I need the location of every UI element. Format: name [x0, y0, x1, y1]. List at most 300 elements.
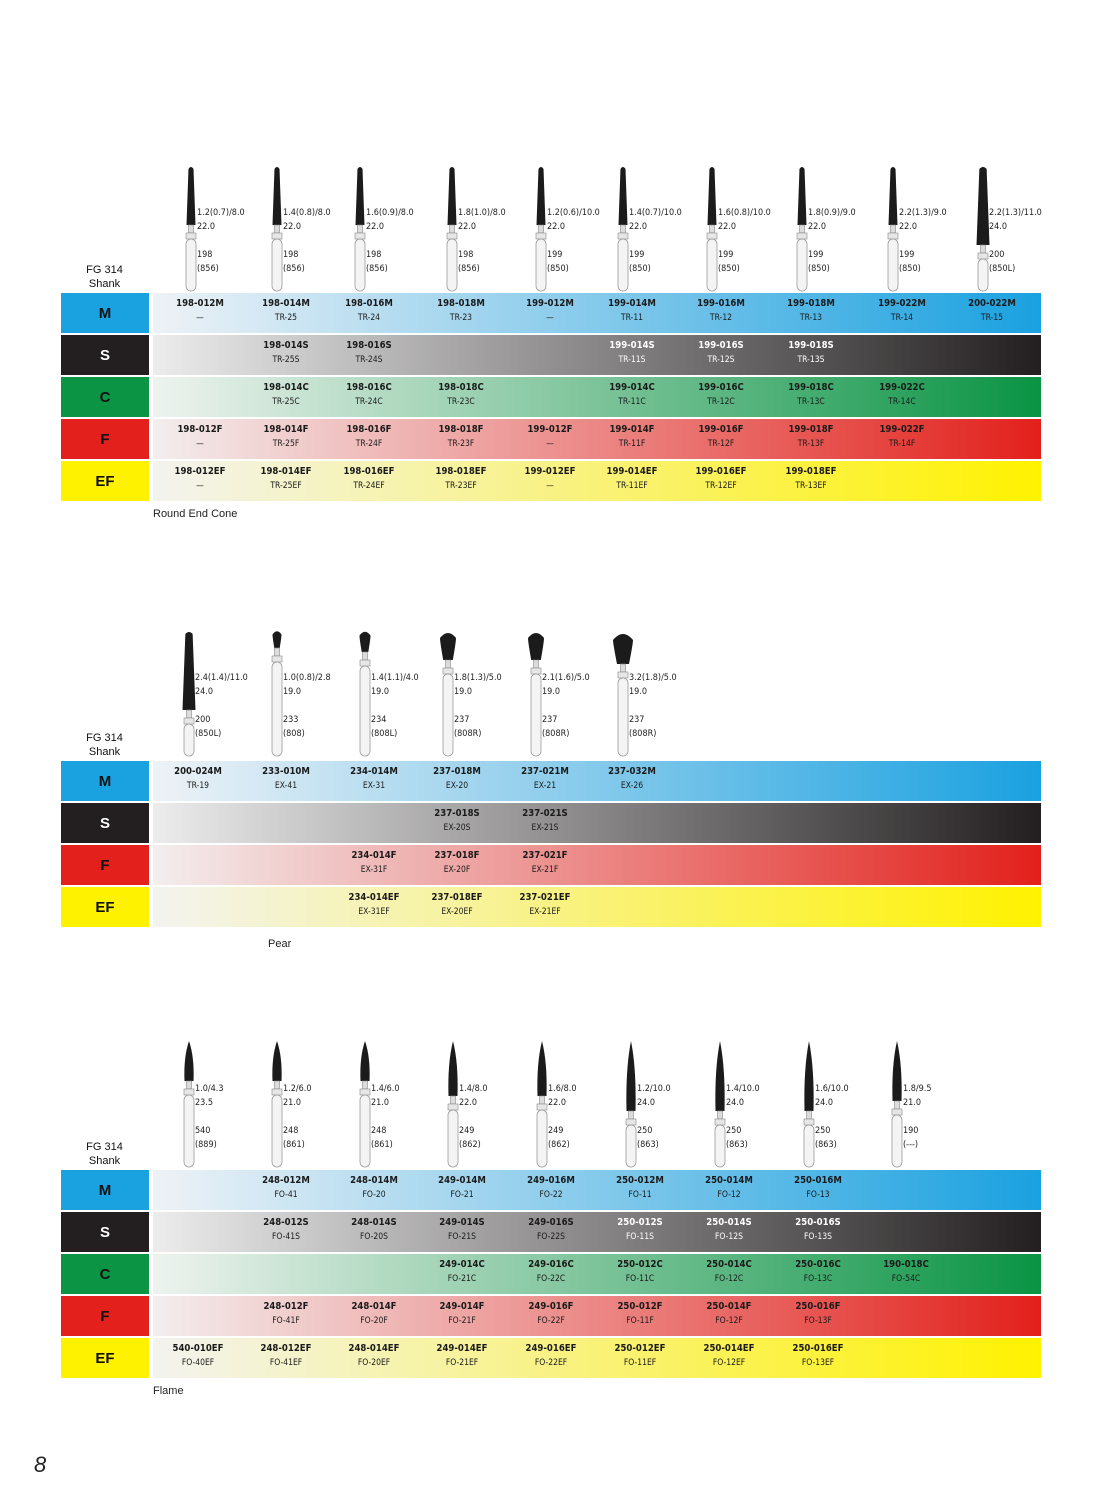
product-code: 249-016S — [528, 1217, 574, 1228]
product-code: 237-021M — [521, 766, 569, 777]
bur-spec — [283, 671, 331, 741]
bur-iso: (856) — [283, 264, 305, 274]
product-cell — [417, 807, 497, 835]
bur-iso: (850L) — [195, 729, 222, 739]
grit-gradient — [153, 803, 1041, 843]
product-cell — [778, 1216, 858, 1244]
bur-iso: (850) — [547, 264, 569, 274]
product-cell — [511, 1216, 591, 1244]
product-cell — [160, 465, 240, 493]
bur-iso: (850) — [718, 264, 740, 274]
bur-iso: (850) — [899, 264, 921, 274]
alt-code: FO-22 — [539, 1190, 563, 1200]
product-code: 198-014C — [263, 382, 309, 393]
bur-spec — [903, 1082, 931, 1152]
grit-row-ef — [61, 1338, 1041, 1378]
shank-label: FG 314 Shank — [86, 264, 123, 290]
bur-fig: 250 — [726, 1126, 742, 1136]
product-cell — [422, 1174, 502, 1202]
alt-code: EX-26 — [620, 781, 644, 791]
product-cell — [329, 423, 409, 451]
bur-iso: (863) — [815, 1140, 837, 1150]
bur-fig: 250 — [637, 1126, 653, 1136]
grit-label: S — [61, 335, 149, 375]
bur-len: 22.0 — [366, 222, 385, 232]
product-code: 250-014S — [706, 1217, 752, 1228]
bur-iso: (808R) — [542, 729, 570, 739]
bur-spec — [899, 206, 947, 276]
bur-iso: (850) — [629, 264, 651, 274]
product-cell — [422, 1300, 502, 1328]
bur-spec — [542, 671, 590, 741]
product-cell — [505, 765, 585, 793]
grit-row-ef — [61, 461, 1041, 501]
bur-fig: 249 — [459, 1126, 475, 1136]
product-code: 199-016C — [698, 382, 744, 393]
grit-label: M — [61, 1170, 149, 1210]
bur-spec — [808, 206, 856, 276]
bur-spec: 1.8(1.0)/8.0 — [458, 208, 506, 218]
bur-spec: 1.4(1.1)/4.0 — [371, 673, 419, 683]
bur-spec: 1.6(0.9)/8.0 — [366, 208, 414, 218]
bur-fig: 249 — [548, 1126, 564, 1136]
product-cell — [689, 1258, 769, 1286]
bur-iso: (808R) — [629, 729, 657, 739]
bur-spec: 1.0/4.3 — [195, 1084, 224, 1094]
grit-label: F — [61, 419, 149, 459]
alt-code: TR-11 — [620, 313, 644, 323]
alt-code: EX-21 — [533, 781, 557, 791]
product-code: 198-012EF — [174, 466, 226, 477]
product-cell — [334, 891, 414, 919]
bur-fig: 200 — [195, 715, 211, 725]
product-code: 250-016F — [795, 1301, 841, 1312]
alt-code: FO-13C — [803, 1274, 833, 1284]
bur-spec: 1.8(1.3)/5.0 — [454, 673, 502, 683]
bur-len: 19.0 — [629, 687, 648, 697]
product-cell — [246, 1174, 326, 1202]
product-cell — [246, 423, 326, 451]
product-cell — [681, 423, 761, 451]
bur-spec: 1.6/10.0 — [815, 1084, 849, 1094]
grit-row-c — [61, 1254, 1041, 1294]
bur-spec — [197, 206, 245, 276]
bur-spec — [718, 206, 771, 276]
product-cell — [778, 1174, 858, 1202]
product-cell — [158, 1342, 238, 1370]
product-code: 198-016F — [346, 424, 392, 435]
product-cell — [862, 423, 942, 451]
alt-code: TR-11F — [618, 439, 646, 449]
bur-fig: 199 — [899, 250, 915, 260]
product-code: 250-014EF — [703, 1343, 755, 1354]
product-code: 250-014F — [706, 1301, 752, 1312]
alt-code: FO-12C — [714, 1274, 744, 1284]
alt-code: FO-20EF — [357, 1358, 391, 1368]
alt-code: FO-41S — [272, 1232, 300, 1242]
product-cell — [600, 1258, 680, 1286]
bur-len: 22.0 — [197, 222, 216, 232]
alt-code: FO-11 — [628, 1190, 652, 1200]
grit-row-m — [61, 761, 1041, 801]
product-code: 248-012M — [262, 1175, 310, 1186]
alt-code: TR-13 — [799, 313, 823, 323]
product-code: 248-014EF — [348, 1343, 400, 1354]
bur-spec: 2.4(1.4)/11.0 — [195, 673, 248, 683]
product-cell — [329, 339, 409, 367]
bur-spec: 1.8(0.9)/9.0 — [808, 208, 856, 218]
product-cell — [771, 381, 851, 409]
product-code: 250-016C — [795, 1259, 841, 1270]
product-cell — [334, 1300, 414, 1328]
product-code: 248-014S — [351, 1217, 397, 1228]
bur-spec: 1.4/10.0 — [726, 1084, 760, 1094]
product-code: 237-021F — [522, 850, 568, 861]
bur-len: 22.0 — [808, 222, 827, 232]
alt-code: EX-21F — [531, 865, 559, 875]
grit-label: S — [61, 1212, 149, 1252]
product-code: 199-012M — [526, 298, 574, 309]
product-code: 199-014EF — [606, 466, 658, 477]
alt-code: TR-11S — [618, 355, 646, 365]
bur-spec — [629, 206, 682, 276]
product-cell — [329, 465, 409, 493]
alt-code: TR-12C — [707, 397, 735, 407]
bur-iso: (856) — [366, 264, 388, 274]
shank-label: FG 314 Shank — [86, 1141, 123, 1167]
bur-spec — [637, 1082, 671, 1152]
alt-code: FO-21 — [450, 1190, 474, 1200]
bur-iso: (808) — [283, 729, 305, 739]
bur-spec — [371, 1082, 399, 1152]
bur-spec: 3.2(1.8)/5.0 — [629, 673, 677, 683]
alt-code: FO-21C — [447, 1274, 477, 1284]
alt-code: EX-31EF — [358, 907, 390, 917]
product-code: 200-024M — [174, 766, 222, 777]
product-cell — [592, 423, 672, 451]
product-cell — [417, 765, 497, 793]
product-code: 198-016EF — [343, 466, 395, 477]
alt-code: TR-12S — [707, 355, 735, 365]
bur-spec: 1.8/9.5 — [903, 1084, 932, 1094]
product-cell — [511, 1258, 591, 1286]
product-cell — [600, 1300, 680, 1328]
product-cell — [334, 1174, 414, 1202]
alt-code: TR-25C — [272, 397, 300, 407]
bur-spec — [459, 1082, 487, 1152]
bur-spec: 1.6/8.0 — [548, 1084, 577, 1094]
bur-spec: 1.4/8.0 — [459, 1084, 488, 1094]
grit-label: F — [61, 845, 149, 885]
bur-iso: (856) — [197, 264, 219, 274]
bur-iso: (889) — [195, 1140, 217, 1150]
product-code: 250-016M — [794, 1175, 842, 1186]
product-code: 248-014M — [350, 1175, 398, 1186]
bur-fig: 250 — [815, 1126, 831, 1136]
grit-row-c — [61, 377, 1041, 417]
alt-code: FO-12 — [717, 1190, 741, 1200]
product-code: 199-016EF — [695, 466, 747, 477]
grit-row-s — [61, 1212, 1041, 1252]
product-code: 250-014C — [706, 1259, 752, 1270]
product-cell — [600, 1342, 680, 1370]
bur-spec — [629, 671, 677, 741]
product-cell — [689, 1174, 769, 1202]
product-cell — [771, 423, 851, 451]
alt-code: FO-20F — [360, 1316, 388, 1326]
alt-code: FO-13S — [804, 1232, 832, 1242]
alt-code: TR-19 — [186, 781, 210, 791]
alt-code: FO-11S — [626, 1232, 654, 1242]
alt-code: TR-24 — [357, 313, 381, 323]
product-code: 199-022C — [879, 382, 925, 393]
product-code: 249-016C — [528, 1259, 574, 1270]
product-cell — [681, 297, 761, 325]
bur-fig: 199 — [629, 250, 645, 260]
alt-code: TR-15 — [980, 313, 1004, 323]
bur-iso: (861) — [371, 1140, 393, 1150]
bur-spec: 1.4(0.8)/8.0 — [283, 208, 331, 218]
product-code: 237-018F — [434, 850, 480, 861]
product-cell — [511, 1300, 591, 1328]
bur-spec: 2.2(1.3)/11.0 — [989, 208, 1042, 218]
product-code: 198-016C — [346, 382, 392, 393]
product-cell — [592, 765, 672, 793]
product-code: 199-014F — [609, 424, 655, 435]
product-cell — [592, 339, 672, 367]
product-cell — [681, 381, 761, 409]
product-cell — [689, 1342, 769, 1370]
alt-code: — — [546, 313, 554, 323]
bur-iso: (850) — [808, 264, 830, 274]
product-code: 249-014M — [438, 1175, 486, 1186]
grit-row-f — [61, 419, 1041, 459]
product-cell — [422, 1216, 502, 1244]
bur-fig: 237 — [542, 715, 558, 725]
grit-label: M — [61, 761, 149, 801]
bur-fig: 198 — [458, 250, 474, 260]
alt-code: FO-21S — [448, 1232, 476, 1242]
product-code: 249-016F — [528, 1301, 574, 1312]
bur-fig: 248 — [371, 1126, 387, 1136]
product-cell — [689, 1216, 769, 1244]
product-code: 250-012F — [617, 1301, 663, 1312]
alt-code: FO-12F — [715, 1316, 743, 1326]
product-cell — [592, 297, 672, 325]
grit-gradient — [153, 845, 1041, 885]
grit-row-m — [61, 1170, 1041, 1210]
product-code: 198-018EF — [435, 466, 487, 477]
bur-len: 22.0 — [629, 222, 648, 232]
bur-iso: (861) — [283, 1140, 305, 1150]
product-code: 540-010EF — [172, 1343, 224, 1354]
bur-len: 19.0 — [371, 687, 390, 697]
bur-len: 21.0 — [371, 1098, 390, 1108]
product-code: 249-016M — [527, 1175, 575, 1186]
product-code: 249-014S — [439, 1217, 485, 1228]
product-code: 198-018M — [437, 298, 485, 309]
product-cell — [246, 465, 326, 493]
alt-code: FO-20S — [360, 1232, 388, 1242]
bur-iso: (808L) — [371, 729, 398, 739]
bur-spec: 1.0(0.8)/2.8 — [283, 673, 331, 683]
bur-len: 21.0 — [283, 1098, 302, 1108]
alt-code: FO-13 — [806, 1190, 830, 1200]
alt-code: EX-20 — [445, 781, 469, 791]
product-cell — [334, 1216, 414, 1244]
alt-code: FO-13EF — [801, 1358, 835, 1368]
product-code: 249-014C — [439, 1259, 485, 1270]
bur-fig: 200 — [989, 250, 1005, 260]
section-caption: Flame — [153, 1385, 184, 1397]
product-code: 237-018S — [434, 808, 480, 819]
product-cell — [510, 297, 590, 325]
bur-fig: 233 — [283, 715, 299, 725]
product-cell — [329, 297, 409, 325]
product-cell — [862, 381, 942, 409]
bur-len: 19.0 — [542, 687, 561, 697]
product-cell — [334, 765, 414, 793]
page-number: 8 — [34, 1452, 47, 1477]
product-code: 198-012M — [176, 298, 224, 309]
bur-spec — [195, 671, 248, 741]
product-cell — [952, 297, 1032, 325]
grit-label: F — [61, 1296, 149, 1336]
alt-code: — — [196, 481, 204, 491]
product-code: 249-016EF — [525, 1343, 577, 1354]
alt-code: FO-41F — [272, 1316, 300, 1326]
grit-row-m — [61, 293, 1041, 333]
grit-label: C — [61, 1254, 149, 1294]
bur-len: 19.0 — [283, 687, 302, 697]
product-cell — [778, 1300, 858, 1328]
alt-code: FO-13F — [804, 1316, 832, 1326]
alt-code: TR-13C — [797, 397, 825, 407]
grit-label: EF — [61, 1338, 149, 1378]
product-cell — [422, 1342, 502, 1370]
product-cell — [771, 465, 851, 493]
bur-len: 22.0 — [459, 1098, 478, 1108]
bur-len: 24.0 — [726, 1098, 745, 1108]
alt-code: EX-31 — [362, 781, 386, 791]
product-code: 234-014EF — [348, 892, 400, 903]
alt-code: FO-21F — [448, 1316, 476, 1326]
alt-code: FO-22S — [537, 1232, 565, 1242]
bur-len: 22.0 — [283, 222, 302, 232]
grit-label: EF — [61, 887, 149, 927]
product-code: 250-014M — [705, 1175, 753, 1186]
bur-iso: (863) — [637, 1140, 659, 1150]
alt-code: — — [546, 439, 554, 449]
alt-code: FO-11C — [625, 1274, 655, 1284]
grit-row-f — [61, 845, 1041, 885]
product-code: 250-012S — [617, 1217, 663, 1228]
product-cell — [681, 339, 761, 367]
product-code: 199-014S — [609, 340, 655, 351]
bur-spec — [371, 671, 419, 741]
grit-label: S — [61, 803, 149, 843]
product-cell — [422, 1258, 502, 1286]
alt-code: EX-20F — [443, 865, 471, 875]
bur-iso: (862) — [459, 1140, 481, 1150]
product-code: 237-018EF — [431, 892, 483, 903]
product-cell — [511, 1342, 591, 1370]
product-code: 199-018C — [788, 382, 834, 393]
product-cell — [160, 423, 240, 451]
bur-len: 22.0 — [899, 222, 918, 232]
grit-row-ef — [61, 887, 1041, 927]
product-code: 250-012C — [617, 1259, 663, 1270]
alt-code: TR-13EF — [795, 481, 827, 491]
bur-fig: 248 — [283, 1126, 299, 1136]
product-code: 199-018M — [787, 298, 835, 309]
product-code: 199-012EF — [524, 466, 576, 477]
bur-spec — [454, 671, 502, 741]
alt-code: TR-24F — [355, 439, 383, 449]
bur-fig: 199 — [718, 250, 734, 260]
product-code: 248-012EF — [260, 1343, 312, 1354]
alt-code: FO-11EF — [623, 1358, 657, 1368]
bur-fig: 198 — [283, 250, 299, 260]
alt-code: TR-25F — [272, 439, 300, 449]
alt-code: TR-23EF — [445, 481, 477, 491]
bur-spec — [815, 1082, 849, 1152]
alt-code: FO-21EF — [445, 1358, 479, 1368]
product-code: 237-032M — [608, 766, 656, 777]
alt-code: EX-20S — [443, 823, 471, 833]
alt-code: TR-23C — [447, 397, 475, 407]
product-cell — [421, 381, 501, 409]
product-cell — [160, 297, 240, 325]
bur-fig: 198 — [197, 250, 213, 260]
bur-spec: 2.2(1.3)/9.0 — [899, 208, 947, 218]
bur-len: 22.0 — [458, 222, 477, 232]
product-code: 198-016S — [346, 340, 392, 351]
grit-gradient — [153, 887, 1041, 927]
grit-row-f — [61, 1296, 1041, 1336]
alt-code: FO-40EF — [181, 1358, 215, 1368]
bur-len: 24.0 — [195, 687, 214, 697]
product-code: 250-012EF — [614, 1343, 666, 1354]
alt-code: FO-41EF — [269, 1358, 303, 1368]
bur-fig: 199 — [808, 250, 824, 260]
alt-code: TR-11C — [618, 397, 646, 407]
alt-code: FO-22C — [536, 1274, 566, 1284]
product-code: 198-018F — [438, 424, 484, 435]
bur-fig: 198 — [366, 250, 382, 260]
product-cell — [505, 891, 585, 919]
product-code: 198-014F — [263, 424, 309, 435]
product-code: 248-012F — [263, 1301, 309, 1312]
alt-code: TR-24EF — [353, 481, 385, 491]
bur-iso: (862) — [548, 1140, 570, 1150]
bur-spec: 1.4(0.7)/10.0 — [629, 208, 682, 218]
product-code: 199-022M — [878, 298, 926, 309]
product-code: 199-018F — [788, 424, 834, 435]
alt-code: TR-12F — [707, 439, 735, 449]
bur-iso: (808R) — [454, 729, 482, 739]
alt-code: TR-14F — [888, 439, 916, 449]
product-cell — [778, 1258, 858, 1286]
bur-iso: (856) — [458, 264, 480, 274]
bur-len: 24.0 — [989, 222, 1008, 232]
product-cell — [334, 1342, 414, 1370]
section-caption: Pear — [268, 938, 292, 950]
bur-spec — [283, 206, 331, 276]
product-code: 190-018C — [883, 1259, 929, 1270]
product-code: 249-014EF — [436, 1343, 488, 1354]
alt-code: — — [546, 481, 554, 491]
